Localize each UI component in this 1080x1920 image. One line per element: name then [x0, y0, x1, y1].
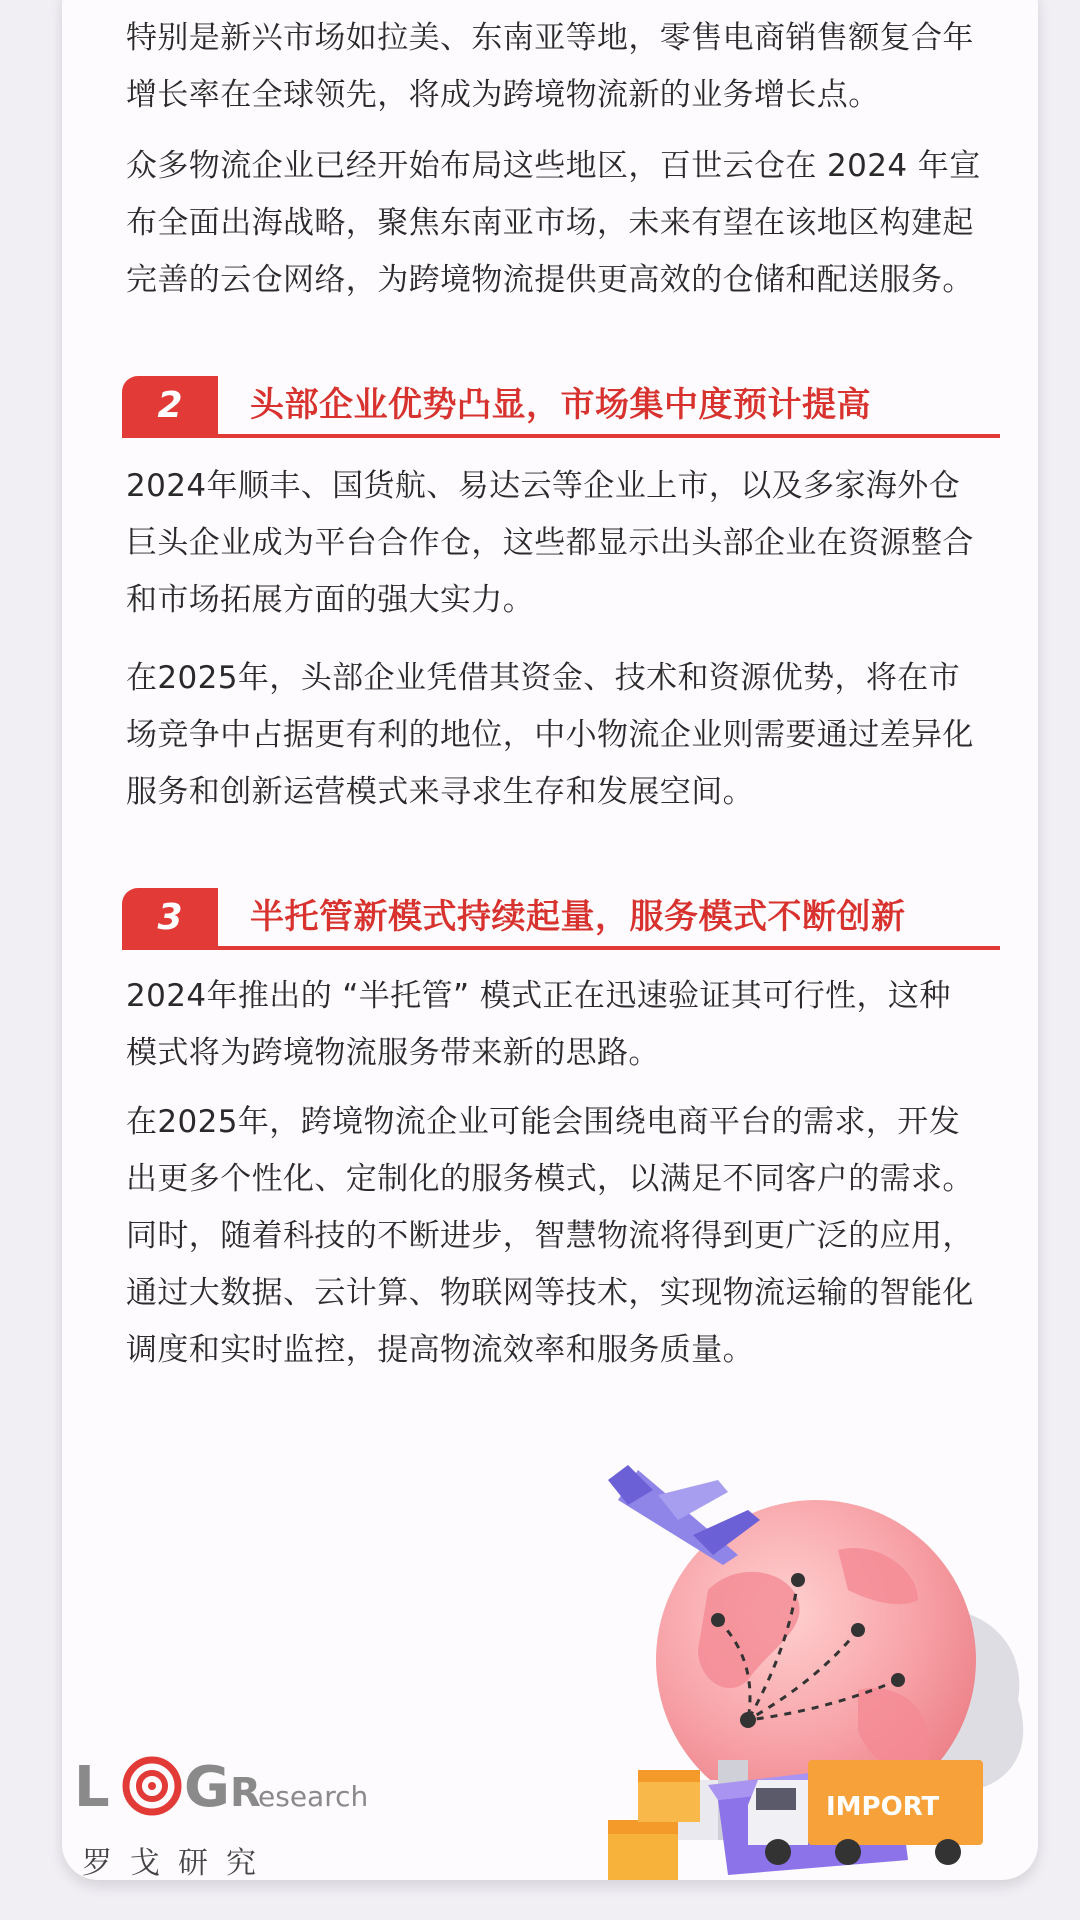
- section-2-header: [122, 376, 1000, 444]
- section-3-paragraph-2: [126, 1094, 1038, 1379]
- logo-letter-r: R: [230, 1770, 261, 1816]
- section-2-paragraph-1: [126, 458, 1038, 629]
- logo-target-icon: [126, 1760, 178, 1812]
- text-line: 同时，随着科技的不断进步，智慧物流将得到更广泛的应用，: [126, 1218, 974, 1254]
- intro-paragraph-2: [126, 138, 1038, 309]
- section-2-paragraph-2: [126, 650, 1038, 821]
- text-line: 完善的云仓网络，为跨境物流提供更高效的仓储和配送服务。: [126, 262, 974, 298]
- logistics-illustration: [598, 1460, 1038, 1880]
- text-line: 调度和实时监控，提高物流效率和服务质量。: [126, 1332, 754, 1368]
- section-number-badge: 2: [122, 376, 218, 434]
- text-line: 通过大数据、云计算、物联网等技术，实现物流运输的智能化: [126, 1275, 974, 1311]
- section-divider: [122, 434, 1000, 438]
- text-line: 布全面出海战略，聚焦东南亚市场，未来有望在该地区构建起: [126, 205, 974, 241]
- text-line: 和市场拓展方面的强大实力。: [126, 582, 535, 618]
- intro-paragraph-1: [126, 10, 1038, 124]
- text-line: 众多物流企业已经开始布局这些地区，百世云仓在 2024 年宣: [126, 148, 981, 184]
- section-title: 头部企业优势凸显，市场集中度预计提高: [250, 385, 871, 425]
- logo-chinese-name: 罗戈研究: [82, 1846, 274, 1881]
- text-line: 模式将为跨境物流服务带来新的思路。: [126, 1035, 660, 1071]
- text-line: 场竞争中占据更有利的地位，中小物流企业则需要通过差异化: [126, 717, 974, 753]
- section-3-paragraph-1: [126, 968, 1038, 1082]
- section-number-badge: 3: [122, 888, 218, 946]
- text-line: 在2025年，跨境物流企业可能会围绕电商平台的需求，开发: [126, 1104, 961, 1140]
- logo-letter-l: L: [74, 1755, 110, 1820]
- text-line: 2024年推出的 “半托管” 模式正在迅速验证其可行性，这种: [126, 978, 951, 1014]
- logo: [74, 1750, 374, 1910]
- text-line: 增长率在全球领先，将成为跨境物流新的业务增长点。: [126, 77, 880, 113]
- logo-suffix: esearch: [258, 1780, 369, 1813]
- logo-wordmark: [74, 1750, 374, 1820]
- text-line: 出更多个性化、定制化的服务模式，以满足不同客户的需求。: [126, 1161, 974, 1197]
- text-line: 在2025年，头部企业凭借其资金、技术和资源优势，将在市: [126, 660, 961, 696]
- logo-letter-g: G: [184, 1755, 230, 1820]
- section-divider: [122, 946, 1000, 950]
- truck-label: IMPORT: [826, 1792, 940, 1822]
- section-3-header: [122, 888, 1000, 956]
- text-line: 特别是新兴市场如拉美、东南亚等地，零售电商销售额复合年: [126, 20, 974, 56]
- text-line: 服务和创新运营模式来寻求生存和发展空间。: [126, 774, 754, 810]
- text-line: 2024年顺丰、国货航、易达云等企业上市，以及多家海外仓: [126, 468, 961, 504]
- article-card: [62, 0, 1038, 1880]
- section-title: 半托管新模式持续起量，服务模式不断创新: [250, 897, 906, 937]
- text-line: 巨头企业成为平台合作仓，这些都显示出头部企业在资源整合: [126, 525, 974, 561]
